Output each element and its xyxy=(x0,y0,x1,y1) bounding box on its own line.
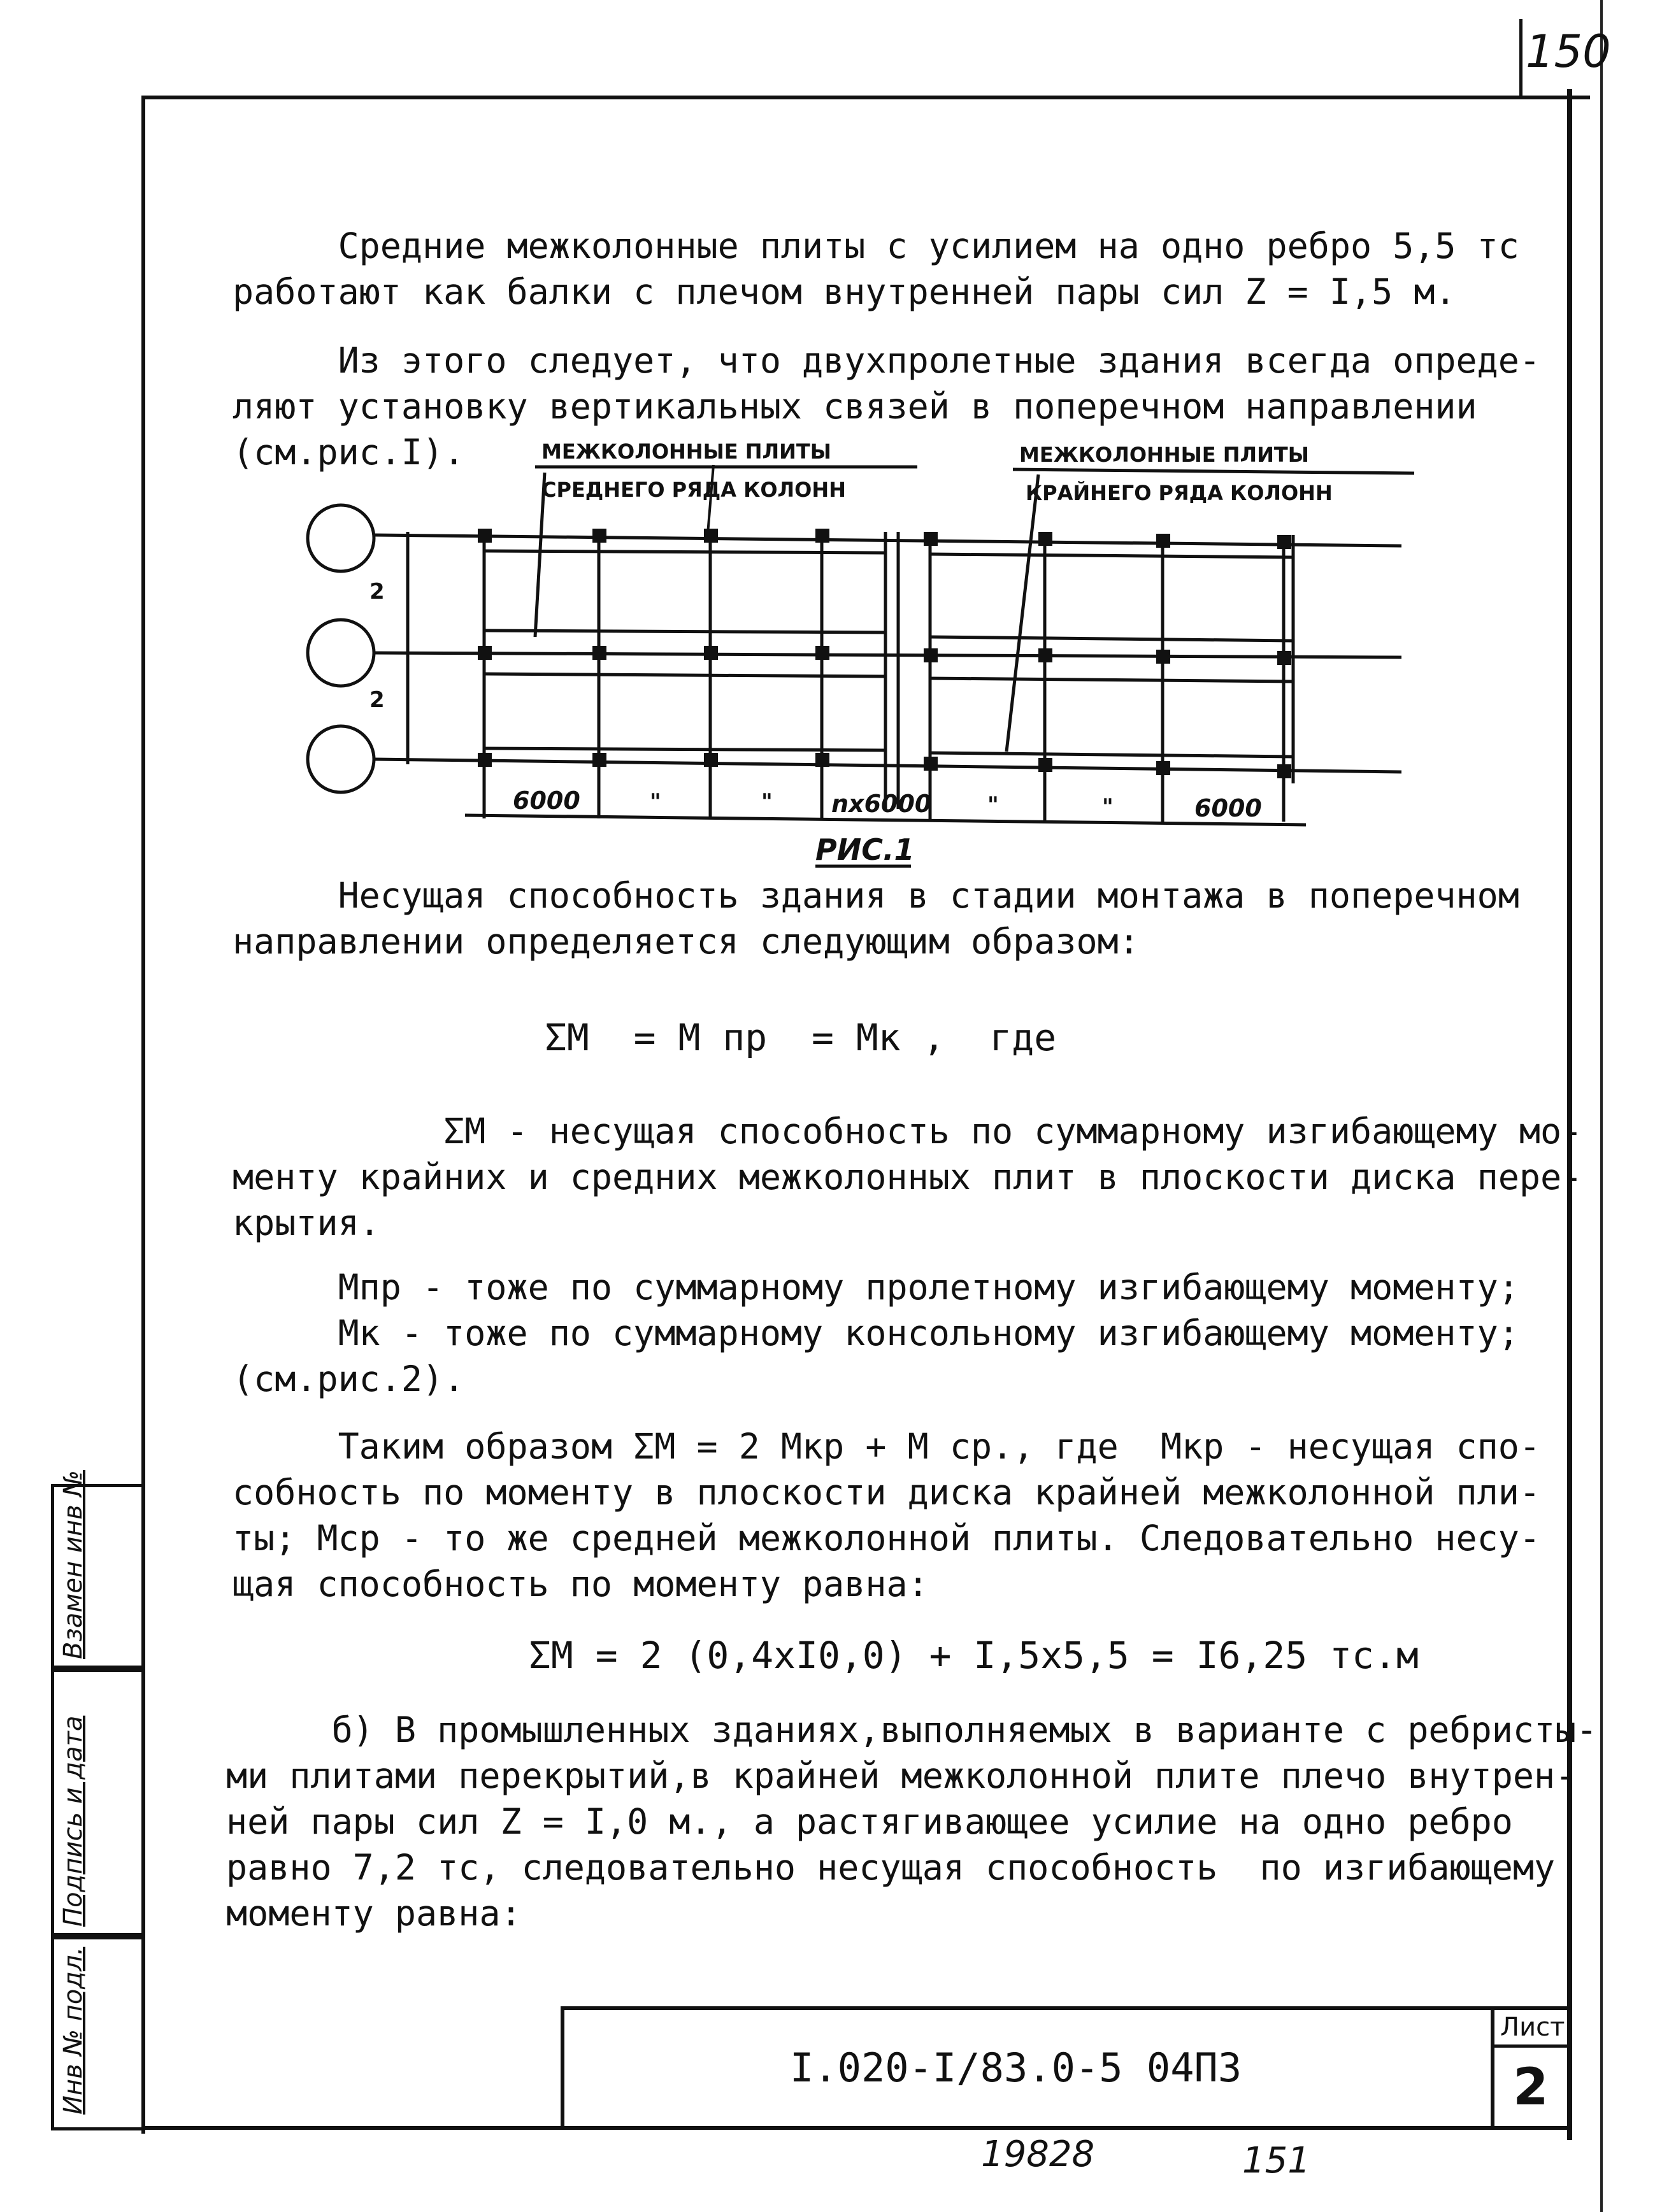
column-node xyxy=(1277,535,1291,549)
paragraph-conclusion: Из этого следует, что двухпролетные здания всегда опреде- ляют установку вертикальных связей в поперечном направлении (см.рис.I). xyxy=(233,340,1540,473)
column-node xyxy=(924,532,938,546)
frame-left xyxy=(141,96,145,2134)
label-middle-row: СРЕДНЕГО РЯДА КОЛОНН xyxy=(541,478,846,502)
axis-circle-middle xyxy=(308,620,374,686)
axis-circle-top xyxy=(308,505,374,571)
axis-circle-bottom xyxy=(308,726,374,792)
column-node xyxy=(1156,534,1170,548)
paragraph-definition-sum: ΣМ - несущая способность по суммарному изгибающему мо- менту крайних и средних межколонных плит в плоскости диска пере- крытия. xyxy=(233,1111,1583,1243)
column-node xyxy=(478,753,492,767)
side-mark-2: 2 xyxy=(369,687,385,713)
column-node xyxy=(592,529,606,543)
stamp-inv-label: Инв № подл. xyxy=(59,1946,88,2115)
paragraph-thus: Таким образом ΣM = 2 Мкр + M ср., где Мкр - несущая спо- собность по моменту в плоскости диска крайней межколонной пли- ты; Мср - то же средней межколонной плиты. Следовательно несу- щая способность по моменту равна: xyxy=(233,1426,1540,1604)
column-node xyxy=(815,529,829,543)
column-node xyxy=(1038,648,1052,662)
label-edge-row: КРАЙНЕГО РЯДА КОЛОНН xyxy=(1026,481,1333,505)
column-node xyxy=(1038,758,1052,772)
column-node xyxy=(704,529,718,543)
dim-repeat-2: " xyxy=(761,789,773,815)
column-node xyxy=(1277,651,1291,665)
sheet-number: 2 xyxy=(1513,2057,1549,2116)
column-node xyxy=(478,529,492,543)
column-node xyxy=(592,753,606,767)
formula-sum-moment: ΣM = M пр = Мк , где xyxy=(545,1016,1057,1059)
stamp-vzamen-label: Взамен инв № xyxy=(59,1470,88,1659)
paragraph-intro: Средние межколонные плиты с усилием на одно ребро 5,5 тс работают как балки с плечом внутренней пары сил Z = I,5 м. xyxy=(233,225,1519,312)
column-node xyxy=(704,646,718,660)
column-node xyxy=(815,753,829,767)
dim-left: 6000 xyxy=(513,787,580,815)
dim-middle: nx6000 xyxy=(831,790,932,818)
label-middle-slabs: МЕЖКОЛОННЫЕ ПЛИТЫ xyxy=(541,439,831,464)
formula-result: ΣM = 2 (0,4xI0,0) + I,5x5,5 = I6,25 тс.м xyxy=(529,1634,1419,1677)
stamp-podpis-label: Подпись и дата xyxy=(59,1715,88,1927)
side-mark-1: 2 xyxy=(369,579,385,604)
dim-repeat-4: " xyxy=(1102,794,1114,820)
column-node xyxy=(592,646,606,660)
dim-repeat-1: " xyxy=(650,789,661,815)
column-node xyxy=(1277,764,1291,778)
paragraph-capacity: Несущая способность здания в стадии монтажа в поперечном направлении определяется следующим образом: xyxy=(233,875,1519,962)
frame-edge xyxy=(1600,0,1603,2212)
footer-page: 151 xyxy=(1242,2140,1310,2181)
document-code: I.020-I/83.0-5 04ПЗ xyxy=(790,2044,1242,2091)
sheet-label: Лист xyxy=(1500,2013,1565,2042)
page-number: 150 xyxy=(1526,25,1611,78)
column-node xyxy=(924,648,938,662)
label-edge-slabs: МЕЖКОЛОННЫЕ ПЛИТЫ xyxy=(1019,443,1309,467)
archive-number: 19828 xyxy=(981,2134,1095,2175)
paragraph-industrial: б) В промышленных зданиях,выполняемых в варианте с ребристы- ми плитами перекрытий,в крайней межколонной плите плечо внутрен- ней пары сил Z = I,0 м., а растягивающее усилие на одно ребро равно 7,2 тс, следовательно несущая способность по изгибающему моменту равна: xyxy=(226,1709,1598,1934)
column-node xyxy=(1038,532,1052,546)
corner-tick xyxy=(1519,19,1522,96)
column-node xyxy=(924,757,938,771)
figure-1-plan xyxy=(299,427,1440,885)
column-node xyxy=(1156,650,1170,664)
column-node xyxy=(478,646,492,660)
frame-top xyxy=(144,96,1590,99)
dim-repeat-3: " xyxy=(987,792,999,818)
sheet-cell-divider xyxy=(1491,2044,1570,2048)
dim-right: 6000 xyxy=(1194,794,1262,822)
paragraph-definitions: Мпр - тоже по суммарному пролетному изгибающему моменту; Мк - тоже по суммарному консольному изгибающему моменту; (см.рис.2). xyxy=(233,1267,1519,1399)
column-node xyxy=(815,646,829,660)
figure-caption: РИС.1 xyxy=(815,832,915,867)
column-node xyxy=(704,753,718,767)
column-node xyxy=(1156,761,1170,775)
